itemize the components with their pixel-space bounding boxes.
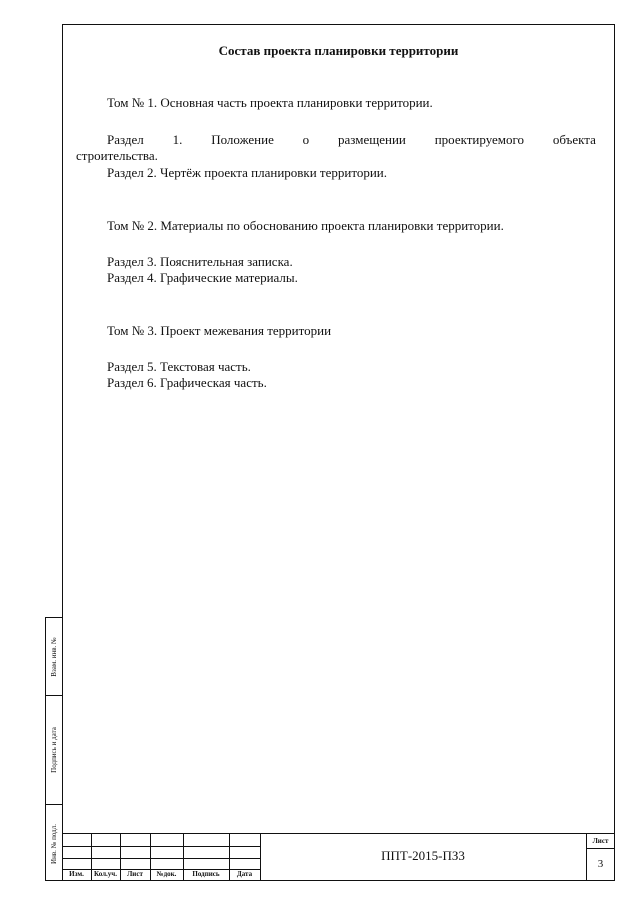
section-1-word: объекта <box>552 132 596 147</box>
section-1-continuation: строительства. <box>76 148 158 163</box>
section-1-word: о <box>302 132 310 147</box>
stamp-header-count: Кол.уч. <box>93 870 117 878</box>
stamp-row-line <box>62 846 260 847</box>
section-4-line: Раздел 4. Графические материалы. <box>107 270 298 285</box>
sheet-label: Лист <box>592 837 609 845</box>
volume-1-line: Том № 1. Основная часть проекта планировки территории. <box>107 95 433 110</box>
stamp-header-doc-number: №док. <box>156 870 177 878</box>
sheet-number: 3 <box>597 858 604 870</box>
section-1-word: 1. <box>172 132 183 147</box>
side-cell-inventory <box>46 805 62 882</box>
section-1-word: проектируемого <box>434 132 525 147</box>
side-label-signature: Подпись и дата <box>50 727 58 773</box>
document-title: Состав проекта планировки территории <box>218 43 459 58</box>
stamp-row-line <box>586 848 615 849</box>
section-1-word: размещении <box>338 132 406 147</box>
stamp-header-date: Дата <box>236 870 253 878</box>
section-1-word: Раздел <box>107 132 144 147</box>
volume-2-line: Том № 2. Материалы по обоснованию проекта планировки территории. <box>107 218 504 233</box>
side-cell-signature <box>46 696 62 805</box>
stamp-header-change: Изм. <box>69 870 84 878</box>
section-2-line: Раздел 2. Чертёж проекта планировки территории. <box>107 165 388 180</box>
title-block <box>62 833 615 881</box>
side-label-inventory: Инв. № подл. <box>50 823 58 864</box>
document-code: ППТ-2015-ПЗ3 <box>381 848 465 863</box>
stamp-header-sheet: Лист <box>127 870 143 878</box>
stamp-row-line <box>62 858 260 859</box>
side-label-replacement: Взам. инв. № <box>50 636 58 677</box>
section-1-first-line <box>76 132 596 148</box>
section-1-word: Положение <box>211 132 274 147</box>
section-5-line: Раздел 5. Текстовая часть. <box>107 359 251 374</box>
side-strip <box>45 617 62 881</box>
section-1-paragraph <box>76 132 596 164</box>
section-6-line: Раздел 6. Графическая часть. <box>107 375 267 390</box>
stamp-header-signature: Подпись <box>192 870 220 878</box>
side-cell-replacement <box>46 618 62 696</box>
section-3-line: Раздел 3. Пояснительная записка. <box>107 254 293 269</box>
volume-3-line: Том № 3. Проект межевания территории <box>107 323 332 338</box>
